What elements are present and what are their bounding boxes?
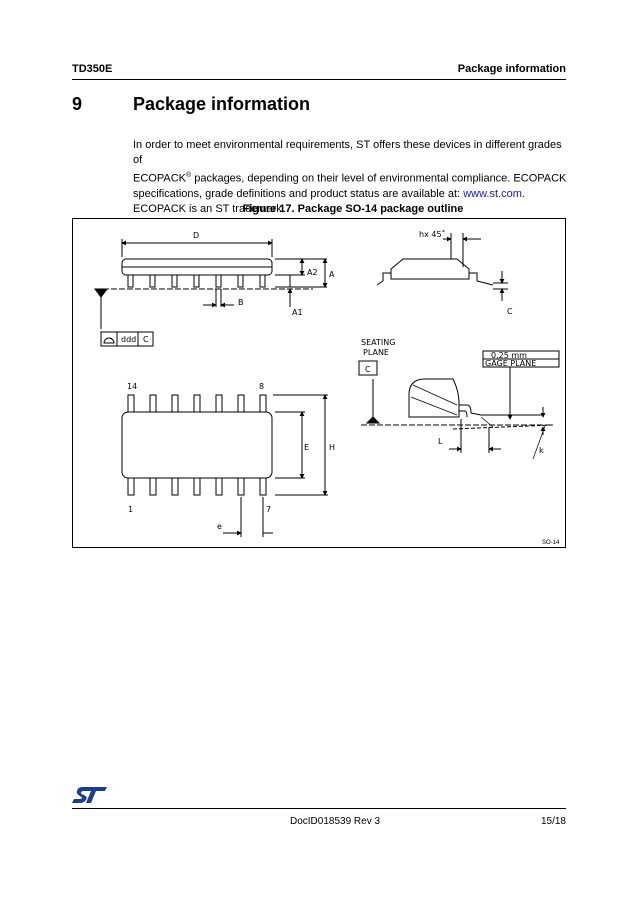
label-pin-1: 1 xyxy=(128,505,134,514)
section-number: 9 xyxy=(72,94,83,114)
intro-line-3 xyxy=(133,187,573,202)
package-outline-figure xyxy=(72,218,566,548)
label-ddd: ddd xyxy=(121,335,137,344)
intro-line-3-post: . xyxy=(521,187,525,200)
label-hx45: hx 45˚ xyxy=(419,230,446,239)
label-pin-8: 8 xyxy=(259,382,265,391)
label-c-datum: C xyxy=(143,335,149,344)
label-e-body: E xyxy=(304,443,310,452)
label-k: k xyxy=(539,446,544,455)
intro-line-2 xyxy=(133,168,573,187)
side-view xyxy=(95,239,327,346)
top-view xyxy=(122,395,328,537)
intro-line-1: In order to meet environmental requirements, ST offers these devices in different grades of xyxy=(133,139,562,166)
header-rule xyxy=(72,79,566,80)
label-l: L xyxy=(438,437,443,446)
intro-line-3-pre: specifications, grade definitions and product status are available at: xyxy=(133,187,464,200)
label-seating: SEATING xyxy=(361,338,396,347)
footer-doc-id: DocID018539 Rev 3 xyxy=(290,816,381,827)
top-view-leads-bottom xyxy=(128,478,266,495)
figure-caption: Figure 17. Package SO-14 package outline xyxy=(242,203,464,215)
label-c-lead: C xyxy=(507,307,513,316)
label-a1: A1 xyxy=(292,308,303,317)
label-c-seating: C xyxy=(365,365,371,374)
label-b: B xyxy=(238,298,244,307)
registered-mark: ® xyxy=(185,172,192,179)
label-plane: PLANE xyxy=(363,348,389,357)
label-a: A xyxy=(329,270,335,279)
intro-line-2-pre: ECOPACK xyxy=(133,172,186,185)
top-view-leads-top xyxy=(128,395,266,412)
footer-rule xyxy=(72,808,566,809)
st-website-link[interactable]: www.st.com xyxy=(463,187,522,200)
intro-line-2-post: packages, depending on their level of environmental compliance. ECOPACK xyxy=(191,172,567,185)
header-doc-name: TD350E xyxy=(72,63,113,75)
figure-code: SO-14 xyxy=(542,540,560,546)
label-gage-mm: 0,25 mm xyxy=(491,351,527,360)
intro-line-4: ECOPACK is an ST trademark. xyxy=(133,202,285,215)
package-outline-drawing xyxy=(73,219,567,549)
section-title: Package information xyxy=(133,94,311,114)
label-gage-plane: GAGE PLANE xyxy=(485,359,537,368)
label-pin-7: 7 xyxy=(266,505,272,514)
label-h: H xyxy=(329,443,336,452)
side-view-leads xyxy=(128,275,265,287)
label-e-pitch: e xyxy=(217,522,222,531)
label-pin-14: 14 xyxy=(127,382,138,391)
header-section-name: Package information xyxy=(457,63,566,75)
end-view xyxy=(377,233,508,301)
label-d: D xyxy=(193,231,200,240)
label-a2: A2 xyxy=(307,268,318,277)
st-logo-icon xyxy=(72,786,108,804)
footer-page-number: 15/18 xyxy=(540,816,566,827)
